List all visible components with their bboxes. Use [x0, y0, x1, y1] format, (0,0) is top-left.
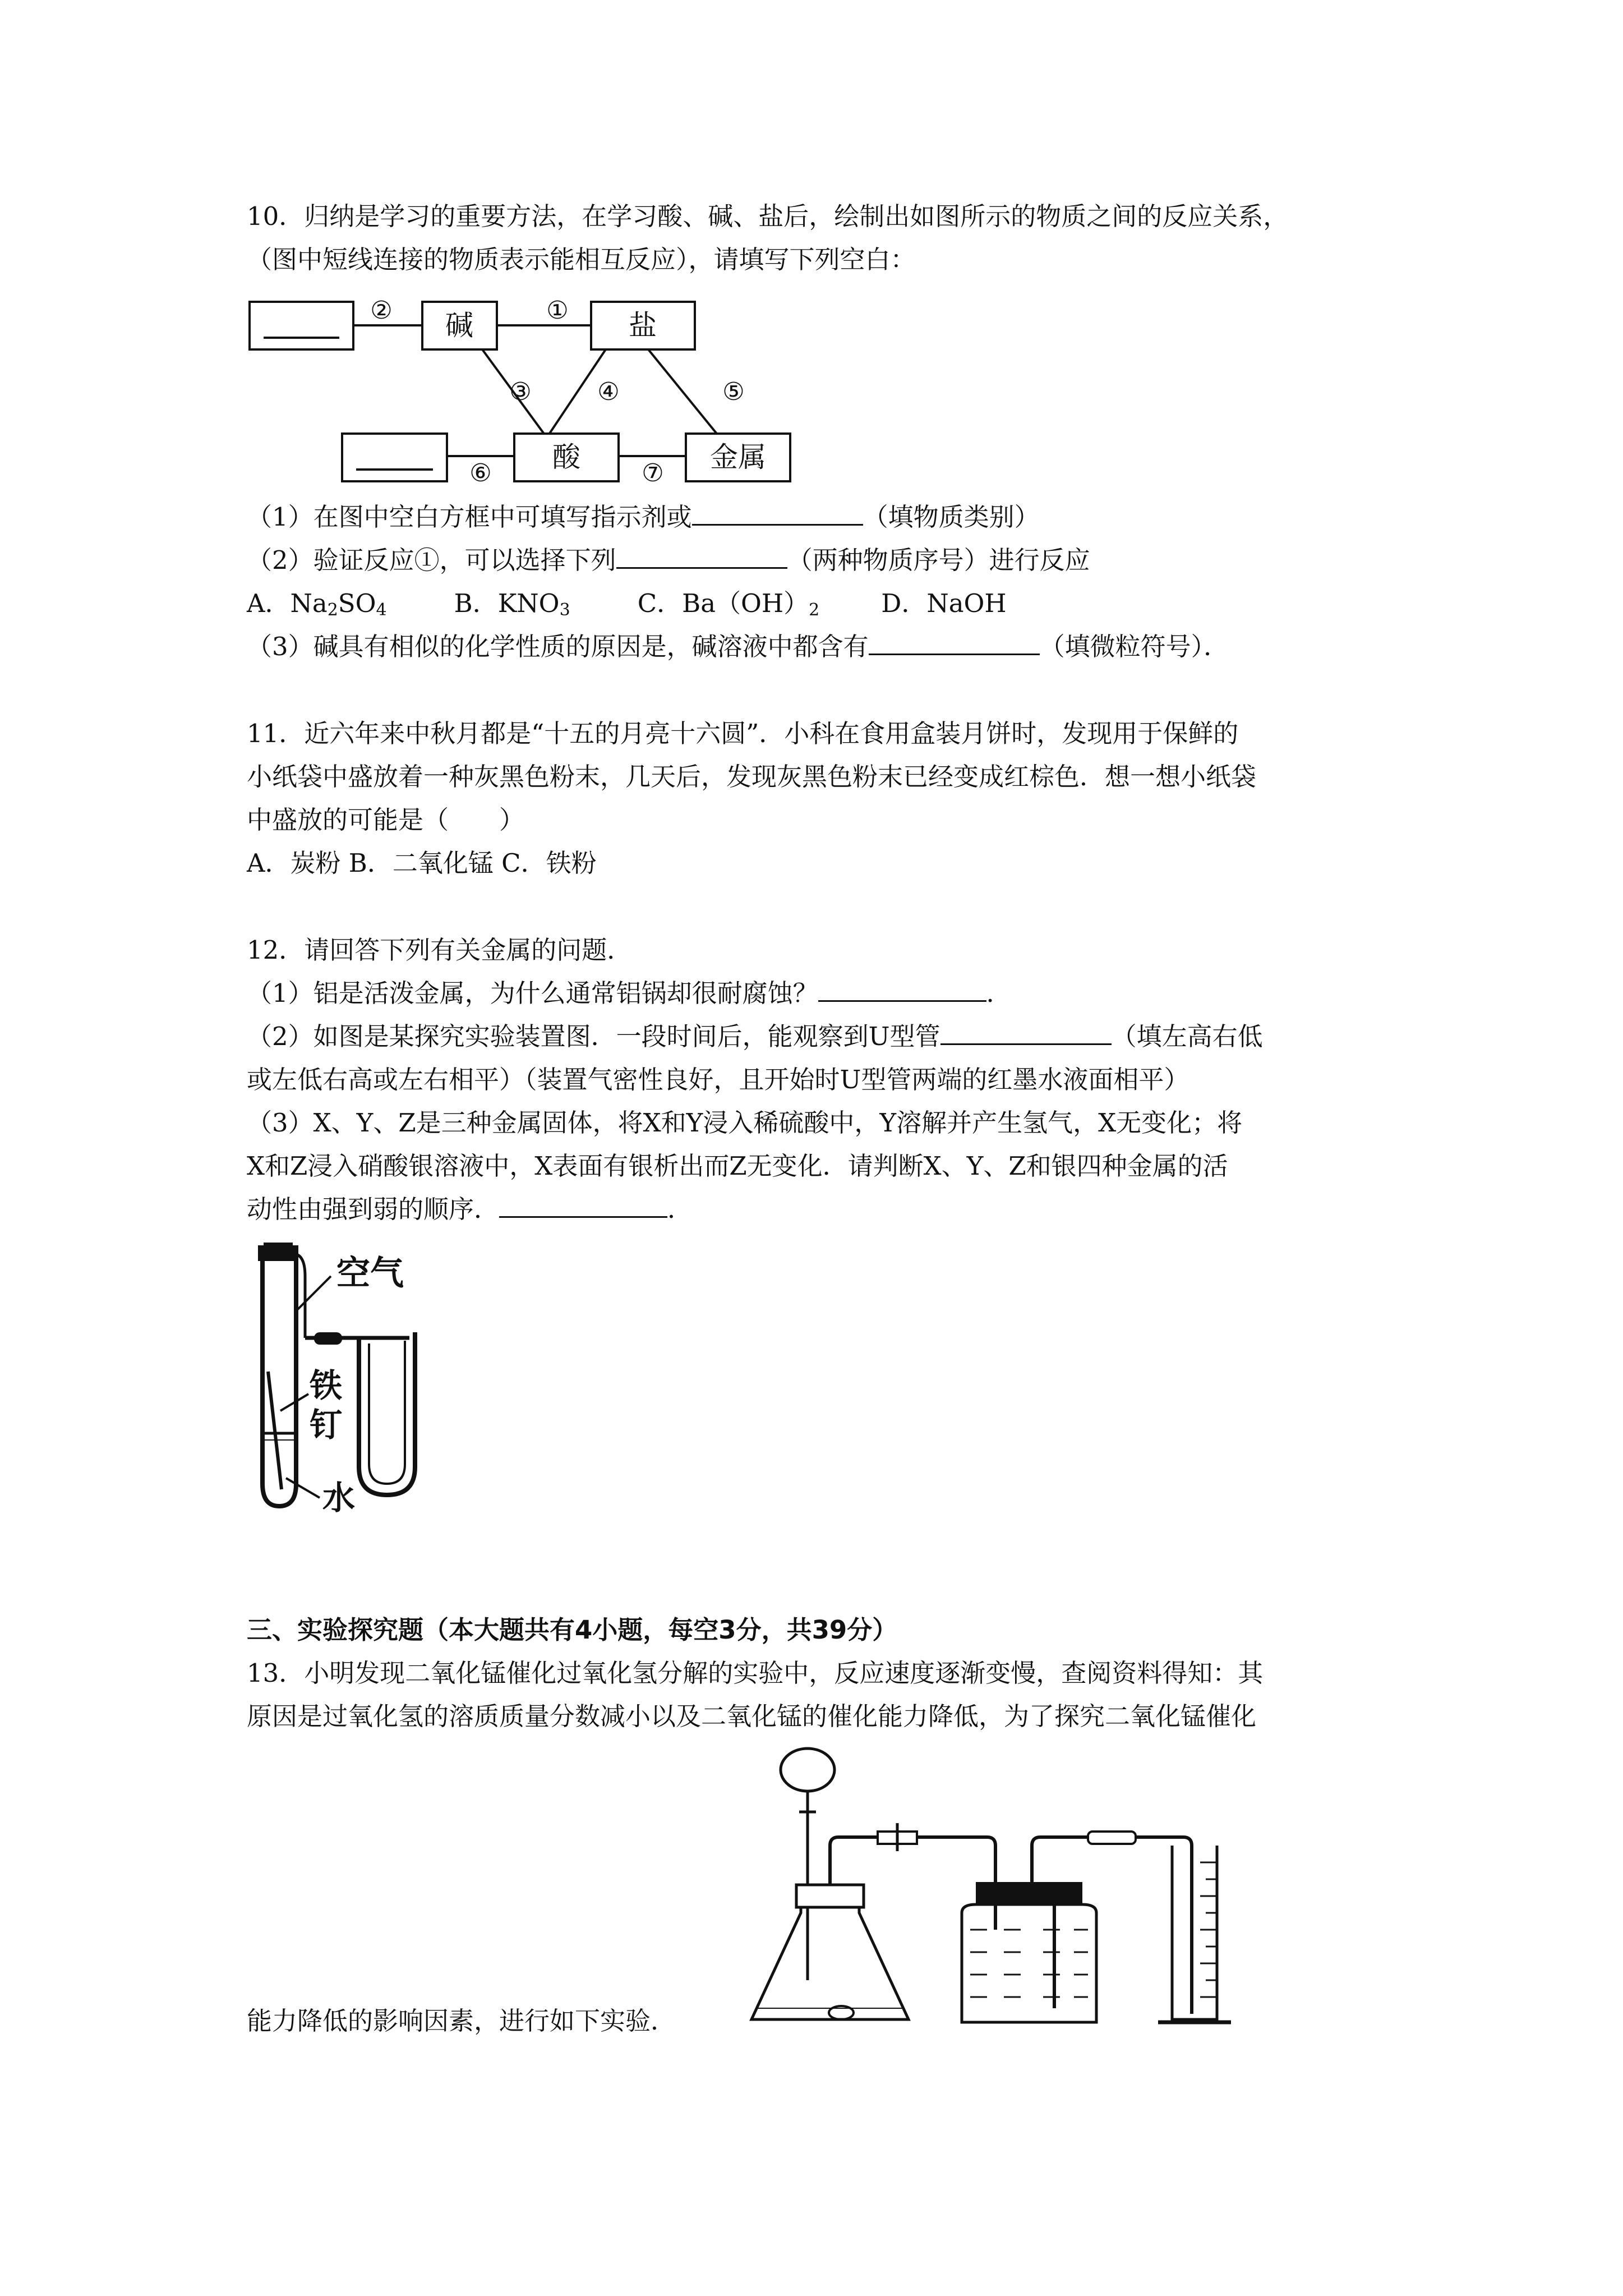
q10-sub2-text: （2）验证反应①，可以选择下列 — [247, 545, 616, 575]
q12-sub1-text: （1）铝是活泼金属，为什么通常铝锅却很耐腐蚀？ — [247, 978, 818, 1008]
svg-text:金属: 金属 — [710, 441, 766, 473]
diagram-box-base — [422, 302, 497, 349]
answer-blank[interactable] — [940, 1021, 1112, 1045]
answer-blank[interactable] — [616, 545, 787, 569]
label-iron: 铁 — [310, 1366, 343, 1405]
q10-sub3 — [247, 631, 1229, 662]
answer-blank[interactable] — [869, 631, 1040, 655]
q12-sub2 — [247, 1021, 1263, 1052]
option-a[interactable]: A．$Na_2SO_4$ — [247, 588, 387, 620]
answer-blank[interactable] — [499, 1194, 667, 1218]
option-d[interactable]: D．NaOH — [881, 588, 1007, 618]
q12-sub1 — [247, 978, 1012, 1009]
svg-text:盐: 盐 — [629, 309, 657, 342]
q12-sub3-suffix: ． — [667, 1194, 693, 1224]
q10-options — [247, 588, 1007, 619]
q10-sub1-suffix: （填物质类别） — [863, 502, 1040, 532]
label-nail: 钉 — [310, 1406, 343, 1444]
q10-reaction-diagram — [247, 292, 808, 487]
label-air: 空气 — [336, 1254, 404, 1293]
q10-sub2-suffix: （两种物质序号）进行反应 — [787, 545, 1090, 575]
label-water: 水 — [322, 1479, 356, 1517]
q10-sub3-suffix: （填微粒符号）． — [1039, 632, 1229, 661]
edge-label-5: ⑤ — [722, 378, 745, 406]
q12-sub3-line1: （3）X、Y、Z是三种金属固体，将X和Y浸入稀硫酸中，Y溶解并产生氢气，X无变化；将 — [247, 1108, 1243, 1138]
answer-blank[interactable] — [818, 978, 986, 1002]
edge-label-3: ③ — [509, 378, 532, 406]
svg-text:碱: 碱 — [445, 309, 473, 342]
option-c[interactable]: C．$Ba(OH)_2$ — [637, 588, 820, 620]
q11-options[interactable]: A．炭粉 B．二氧化锰 C．铁粉 — [247, 848, 597, 878]
diagram-box-salt — [591, 302, 695, 349]
q10-sub2 — [247, 545, 1090, 576]
svg-text:酸: 酸 — [552, 441, 580, 473]
q13-line1: 13．小明发现二氧化锰催化过氧化氢分解的实验中，反应速度逐渐变慢，查阅资料得知：其 — [247, 1658, 1264, 1688]
q12-sub3-text: 动性由强到弱的顺序． — [247, 1194, 500, 1224]
q13-line3: 能力降低的影响因素，进行如下实验． — [247, 2006, 676, 2036]
q11-line1: 11．近六年来中秋月都是“十五的月亮十六圆”．小科在食用盒装月饼时，发现用于保鲜的 — [247, 719, 1239, 748]
q10-sub3-text: （3）碱具有相似的化学性质的原因是，碱溶液中都含有 — [247, 632, 869, 661]
edge-label-1: ① — [546, 296, 569, 325]
edge-label-2: ② — [370, 296, 393, 325]
edge-label-4: ④ — [597, 378, 620, 406]
diagram-blank-box-bottom — [342, 434, 447, 481]
iron-nail-u-tube-figure — [247, 1243, 460, 1517]
section-3-heading: 三、实验探究题（本大题共有4小题，每空3分，共39分） — [247, 1615, 898, 1645]
diagram-blank-box-top — [250, 302, 353, 349]
q12-sub2-text: （2）如图是某探究实验装置图．一段时间后，能观察到U型管 — [247, 1022, 940, 1051]
q12-sub3-line3 — [247, 1194, 693, 1225]
q12-sub3-line2: X和Z浸入硝酸银溶液中，X表面有银析出而Z无变化．请判断X、Y、Z和银四种金属的活 — [247, 1151, 1228, 1181]
diagram-box-metal — [686, 434, 790, 481]
q10-sub1 — [247, 501, 1040, 533]
q12-sub1-suffix: ． — [986, 978, 1012, 1008]
q12-sub2-line2: 或左低右高或左右相平）（装置气密性良好，且开始时U型管两端的红墨水液面相平） — [247, 1065, 1189, 1094]
q10-sub1-text: （1）在图中空白方框中可填写指示剂或 — [247, 502, 692, 532]
edge-label-7: ⑦ — [642, 459, 664, 487]
diagram-box-acid — [514, 434, 619, 481]
oxygen-collection-apparatus — [740, 1745, 1424, 2036]
q11-line2: 小纸袋中盛放着一种灰黑色粉末，几天后，发现灰黑色粉末已经变成红棕色．想一想小纸袋 — [247, 762, 1257, 792]
q11-line3: 中盛放的可能是（ ） — [247, 805, 525, 835]
q12-line1: 12．请回答下列有关金属的问题． — [247, 935, 633, 965]
option-b[interactable]: B．$KNO_3$ — [454, 588, 570, 620]
q12-sub2-suffix: （填左高右低 — [1111, 1022, 1263, 1051]
answer-blank[interactable] — [692, 501, 863, 526]
q10-line2: （图中短线连接的物质表示能相互反应），请填写下列空白： — [247, 245, 916, 274]
q13-line2: 原因是过氧化氢的溶质质量分数减小以及二氧化锰的催化能力降低，为了探究二氧化锰催化 — [247, 1701, 1257, 1731]
edge-label-6: ⑥ — [469, 459, 492, 487]
q10-line1: 10．归纳是学习的重要方法，在学习酸、碱、盐后，绘制出如图所示的物质之间的反应关系， — [247, 201, 1289, 231]
